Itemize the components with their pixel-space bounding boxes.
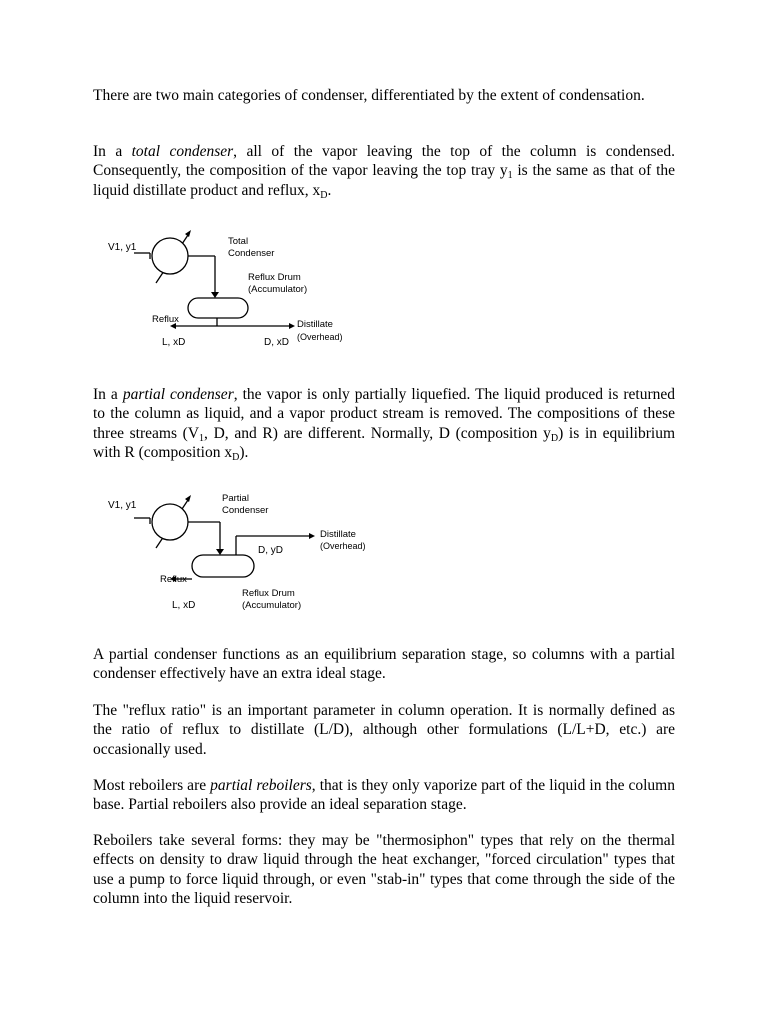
subscript: 1 (507, 170, 513, 182)
total-condenser-diagram (100, 225, 390, 355)
reflux-label: Reflux (160, 574, 187, 585)
text-run: is the same as that of the liquid distillate product and reflux, x (93, 162, 675, 199)
paragraph-condenser-categories: There are two main categories of condenser, differentiated by the extent of condensation. (93, 87, 645, 104)
subscript: 1 (199, 432, 205, 444)
distillate-composition: D, yD (258, 545, 283, 556)
subscript: D (320, 189, 328, 201)
reflux-composition: L, xD (162, 337, 186, 348)
drum-label: Reflux Drum (242, 588, 295, 599)
term-partial-condenser: partial condenser (122, 386, 234, 403)
condenser-label: Total (228, 236, 249, 247)
reflux-label: Reflux (152, 314, 179, 325)
paragraph-reboiler-forms: Reboilers take several forms: they may be "thermosiphon" types that rely on the thermal effects on density to draw liquid through the heat exchanger, "forced circulation" types that use a pump to force liquid through, or even "stab-in" types that come through the side of the column into the liquid reservoir. (93, 832, 675, 908)
text-run: ) is in equilibrium with R (composition x (93, 424, 676, 462)
text-run: In a (93, 143, 132, 160)
text-run: . (327, 181, 332, 199)
condenser-label: Condenser (228, 248, 275, 259)
term-total-condenser: total condenser (131, 143, 234, 160)
reflux-composition: L, xD (172, 600, 196, 611)
reflux-drum (188, 298, 248, 318)
condenser-label: Partial (222, 493, 249, 504)
term-partial-reboilers: partial reboilers (210, 777, 312, 794)
paragraph-total-condenser (93, 142, 675, 200)
text-run: In a (93, 386, 123, 403)
overhead-label: (Overhead) (320, 541, 366, 551)
overhead-label: (Overhead) (297, 332, 343, 342)
partial-condenser-symbol (152, 504, 188, 540)
subscript: D (232, 452, 240, 464)
reflux-drum (192, 555, 254, 577)
paragraph-partial-reboilers (93, 776, 675, 815)
drum-label: (Accumulator) (248, 284, 308, 295)
text-run: Most reboilers are (93, 777, 211, 794)
distillate-arrowhead (309, 533, 315, 539)
text-run: , the vapor is only partially liquefied. The liquid produced is returned to the column as liquid, and a vapor product stream is removed. The compositions of these three streams (V (93, 386, 676, 442)
text-run: , that is they only vaporize part of the liquid in the column base. Partial reboilers also provide an ideal separation stage. (93, 777, 675, 814)
vapor-label: V1, y1 (108, 500, 137, 511)
condenser-label: Condenser (222, 505, 269, 516)
total-condenser-symbol (152, 238, 188, 274)
drum-inlet-arrowhead (211, 292, 219, 298)
distillate-label: Distillate (297, 319, 333, 330)
condenser-arrowhead (185, 495, 191, 502)
vapor-label: V1, y1 (108, 242, 137, 253)
drum-label: (Accumulator) (242, 600, 302, 611)
paragraph-equilibrium-stage: A partial condenser functions as an equilibrium separation stage, so columns with a partial condenser effectively have an extra ideal stage. (93, 646, 675, 683)
paragraph-reflux-ratio: The "reflux ratio" is an important parameter in column operation. It is normally defined as the ratio of reflux to distillate (L/D), although other formulations (L/L+D, etc.) are occasionally used. (93, 702, 675, 758)
distillate-label: Distillate (320, 529, 356, 540)
distillate-composition: D, xD (264, 337, 289, 348)
partial-condenser-diagram (100, 490, 390, 620)
text-run: ). (239, 444, 249, 462)
subscript: D (550, 432, 559, 444)
drum-inlet-arrowhead (216, 549, 224, 555)
condenser-arrowhead (185, 230, 191, 237)
paragraph-partial-condenser (93, 385, 675, 463)
distillate-arrowhead (289, 323, 295, 329)
text-run: , all of the vapor leaving the top of the column is condensed. Consequently, the composition of the vapor leaving the top tray y (93, 143, 675, 180)
text-run: , D, and R) are different. Normally, D (composition y (204, 424, 551, 442)
drum-label: Reflux Drum (248, 272, 301, 283)
